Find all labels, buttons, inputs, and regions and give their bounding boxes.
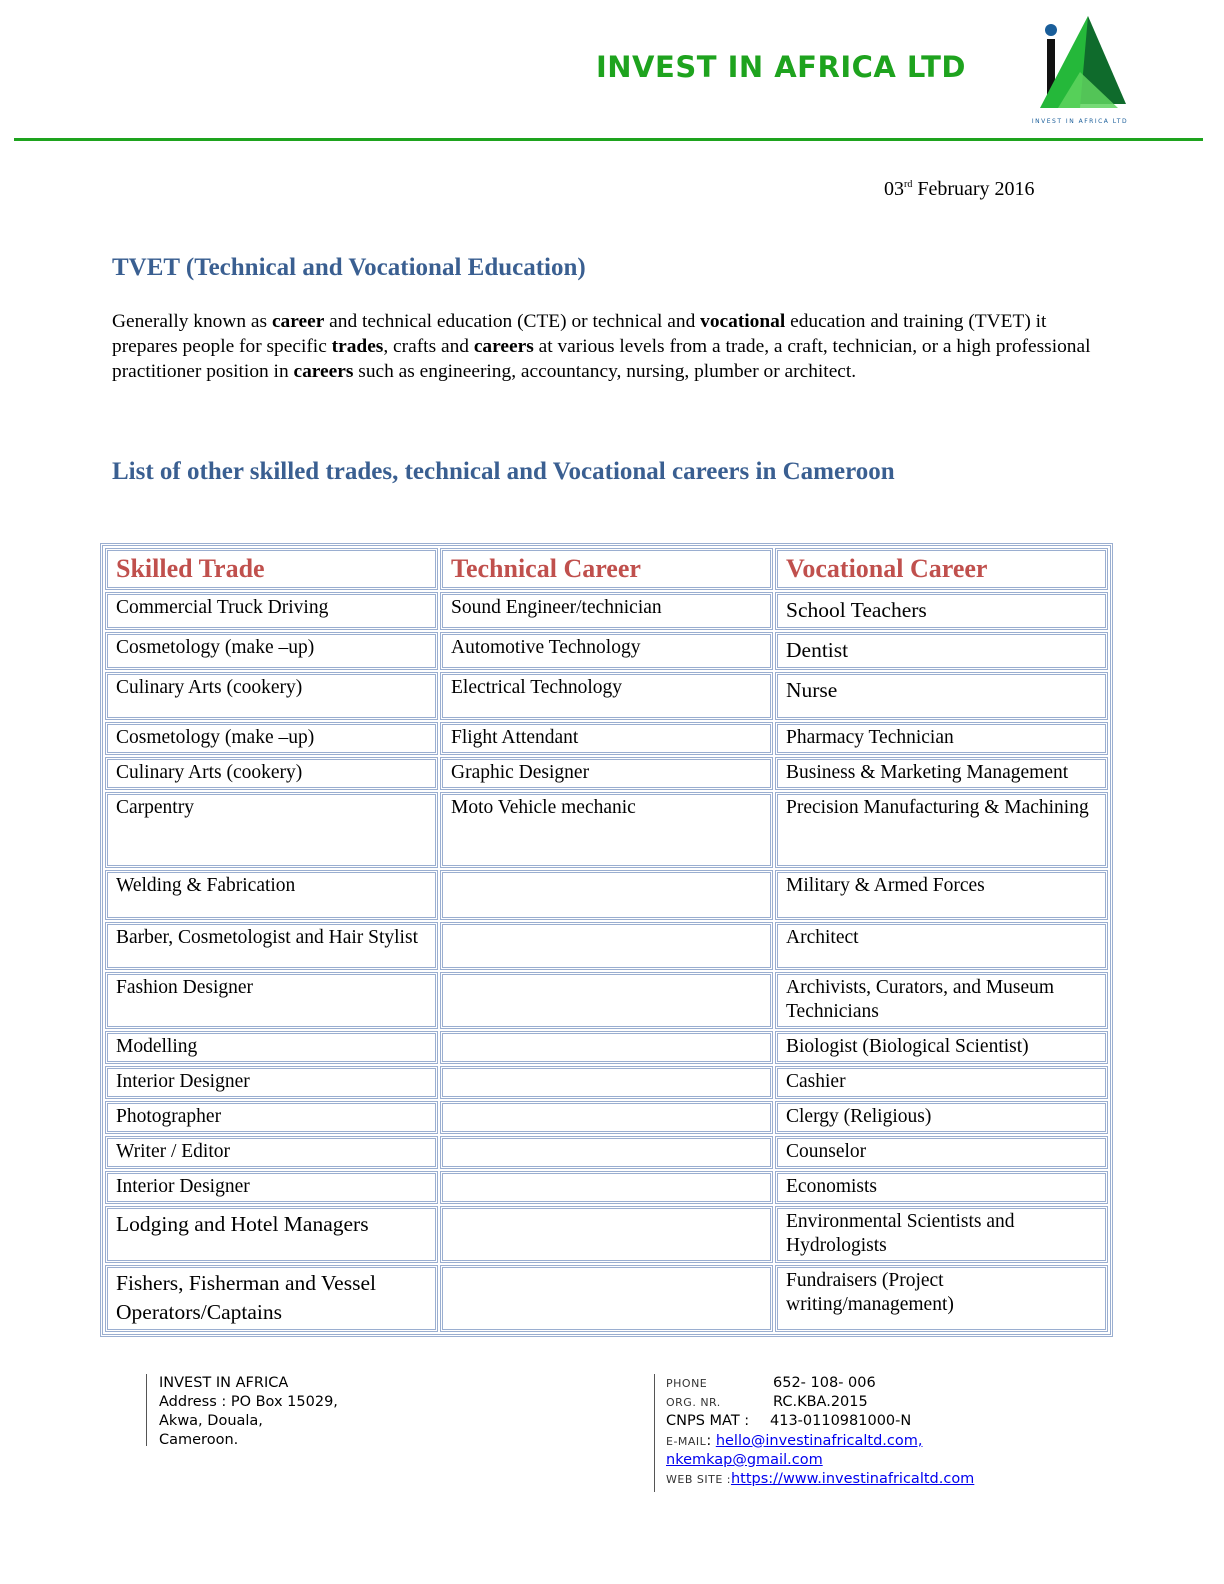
technical-career-cell: Electrical Technology	[440, 672, 773, 720]
skilled-trade-cell: Modelling	[105, 1031, 438, 1064]
header-rule	[14, 138, 1203, 141]
date-day: 03	[884, 178, 904, 200]
email-label: E-MAIL	[666, 1434, 707, 1448]
vocational-career-cell: Pharmacy Technician	[775, 722, 1108, 755]
footer-address-line: Address : PO Box 15029,	[159, 1394, 338, 1410]
vocational-career-cell: Military & Armed Forces	[775, 870, 1108, 920]
footer-cnps-row	[666, 1412, 1006, 1431]
logo-globe-icon	[1045, 24, 1057, 36]
footer-address-line: Akwa, Douala,	[159, 1413, 263, 1429]
table-row	[105, 757, 1108, 790]
vocational-career-cell: Nurse	[775, 672, 1108, 720]
intro-bold-term: careers	[473, 336, 534, 357]
technical-career-cell	[440, 870, 773, 920]
technical-career-cell	[440, 1031, 773, 1064]
company-logo	[1018, 12, 1142, 130]
technical-career-cell: Moto Vehicle mechanic	[440, 792, 773, 868]
footer-email2-row	[666, 1451, 1006, 1470]
vocational-career-cell: School Teachers	[775, 592, 1108, 630]
technical-career-cell	[440, 1101, 773, 1134]
logo-caption: INVEST IN AFRICA LTD	[1031, 118, 1129, 125]
date-rest: February 2016	[912, 178, 1035, 200]
technical-career-cell	[440, 922, 773, 970]
footer-email-row	[666, 1432, 1006, 1451]
skilled-trade-cell: Lodging and Hotel Managers	[105, 1206, 438, 1263]
vocational-career-cell: Economists	[775, 1171, 1108, 1204]
table-row	[105, 792, 1108, 868]
intro-paragraph	[112, 309, 1092, 384]
header-skilled-trade: Skilled Trade	[105, 548, 438, 590]
website-link[interactable]: https://www.investinafricaltd.com	[730, 1471, 975, 1488]
skilled-trade-cell: Fashion Designer	[105, 972, 438, 1029]
table-row	[105, 1066, 1108, 1099]
vocational-career-cell: Counselor	[775, 1136, 1108, 1169]
header-technical-career: Technical Career	[440, 548, 773, 590]
technical-career-cell	[440, 972, 773, 1029]
careers-table	[100, 543, 1113, 1337]
cnps-value: 413-0110981000-N	[770, 1413, 912, 1430]
org-label: ORG. NR.	[666, 1396, 721, 1410]
technical-career-cell: Flight Attendant	[440, 722, 773, 755]
skilled-trade-cell: Culinary Arts (cookery)	[105, 672, 438, 720]
tvet-heading: TVET (Technical and Vocational Education)	[112, 254, 586, 281]
vocational-career-cell: Architect	[775, 922, 1108, 970]
table-body	[105, 592, 1108, 1332]
table-row	[105, 1136, 1108, 1169]
footer-address-line: Cameroon.	[159, 1432, 239, 1448]
vocational-career-cell: Clergy (Religious)	[775, 1101, 1108, 1134]
company-name: INVEST IN AFRICA LTD	[596, 50, 966, 84]
intro-bold-term: vocational	[700, 311, 786, 332]
intro-text-run: education and training (TVET) it prepares people for specific	[112, 311, 1047, 357]
vocational-career-cell: Business & Marketing Management	[775, 757, 1108, 790]
technical-career-cell: Graphic Designer	[440, 757, 773, 790]
email-link-primary[interactable]: hello@investinafricaltd.com,	[715, 1432, 923, 1449]
org-value: RC.KBA.2015	[773, 1394, 868, 1411]
skilled-trade-cell: Barber, Cosmetologist and Hair Stylist	[105, 922, 438, 970]
skilled-trade-cell: Interior Designer	[105, 1066, 438, 1099]
table-row	[105, 1206, 1108, 1263]
vocational-career-cell: Archivists, Curators, and Museum Technicians	[775, 972, 1108, 1029]
vocational-career-cell: Environmental Scientists and Hydrologists	[775, 1206, 1108, 1263]
email-colon: :	[706, 1432, 712, 1449]
intro-text-run: such as engineering, accountancy, nursing, plumber or architect.	[353, 361, 857, 382]
phone-label: PHONE	[666, 1377, 708, 1390]
table-row	[105, 632, 1108, 670]
footer-contact	[654, 1374, 1006, 1492]
skilled-trade-cell: Culinary Arts (cookery)	[105, 757, 438, 790]
cnps-label: CNPS MAT :	[666, 1413, 750, 1430]
skilled-trade-cell: Carpentry	[105, 792, 438, 868]
table-row	[105, 1265, 1108, 1332]
skilled-trade-cell: Photographer	[105, 1101, 438, 1134]
careers-list-heading: List of other skilled trades, technical and Vocational careers in Cameroon	[112, 458, 895, 485]
website-label: WEB SITE :	[666, 1473, 731, 1487]
skilled-trade-cell: Fishers, Fisherman and Vessel Operators/Captains	[105, 1265, 438, 1332]
table-row	[105, 1101, 1108, 1134]
header-vocational-career: Vocational Career	[775, 548, 1108, 590]
skilled-trade-cell: Welding & Fabrication	[105, 870, 438, 920]
intro-bold-term: trades	[331, 336, 384, 357]
technical-career-cell	[440, 1171, 773, 1204]
footer-address-line: INVEST IN AFRICA	[159, 1375, 289, 1391]
table-row	[105, 972, 1108, 1029]
table-header-row	[105, 548, 1108, 590]
table-row	[105, 922, 1108, 970]
footer-address	[146, 1374, 338, 1446]
table-row	[105, 1171, 1108, 1204]
table-row	[105, 722, 1108, 755]
vocational-career-cell: Biologist (Biological Scientist)	[775, 1031, 1108, 1064]
intro-bold-term: careers	[293, 361, 354, 382]
table-row	[105, 870, 1108, 920]
intro-text-run: at various levels from a trade, a craft, technician, or a high professional practitioner position in	[112, 336, 1091, 382]
table-row	[105, 672, 1108, 720]
email-link-secondary[interactable]: nkemkap@gmail.com	[666, 1451, 823, 1468]
technical-career-cell: Automotive Technology	[440, 632, 773, 670]
date-suffix: rd	[904, 179, 913, 190]
skilled-trade-cell: Cosmetology (make –up)	[105, 722, 438, 755]
technical-career-cell: Sound Engineer/technician	[440, 592, 773, 630]
vocational-career-cell: Dentist	[775, 632, 1108, 670]
technical-career-cell	[440, 1066, 773, 1099]
skilled-trade-cell: Cosmetology (make –up)	[105, 632, 438, 670]
intro-text-run: , crafts and	[383, 336, 474, 357]
skilled-trade-cell: Interior Designer	[105, 1171, 438, 1204]
technical-career-cell	[440, 1265, 773, 1332]
skilled-trade-cell: Writer / Editor	[105, 1136, 438, 1169]
footer-org-row	[666, 1393, 1006, 1412]
intro-bold-term: career	[271, 311, 325, 332]
table-row	[105, 1031, 1108, 1064]
footer-web-row	[666, 1470, 1006, 1489]
phone-value: 652- 108- 006	[773, 1375, 876, 1391]
skilled-trade-cell: Commercial Truck Driving	[105, 592, 438, 630]
vocational-career-cell: Fundraisers (Project writing/management)	[775, 1265, 1108, 1332]
intro-text-run: and technical education (CTE) or technical and	[324, 311, 701, 332]
technical-career-cell	[440, 1206, 773, 1263]
letter-date	[884, 178, 1035, 201]
vocational-career-cell: Precision Manufacturing & Machining	[775, 792, 1108, 868]
technical-career-cell	[440, 1136, 773, 1169]
vocational-career-cell: Cashier	[775, 1066, 1108, 1099]
footer-phone-row	[666, 1374, 1006, 1393]
table-row	[105, 592, 1108, 630]
intro-text-run: Generally known as	[112, 311, 272, 332]
